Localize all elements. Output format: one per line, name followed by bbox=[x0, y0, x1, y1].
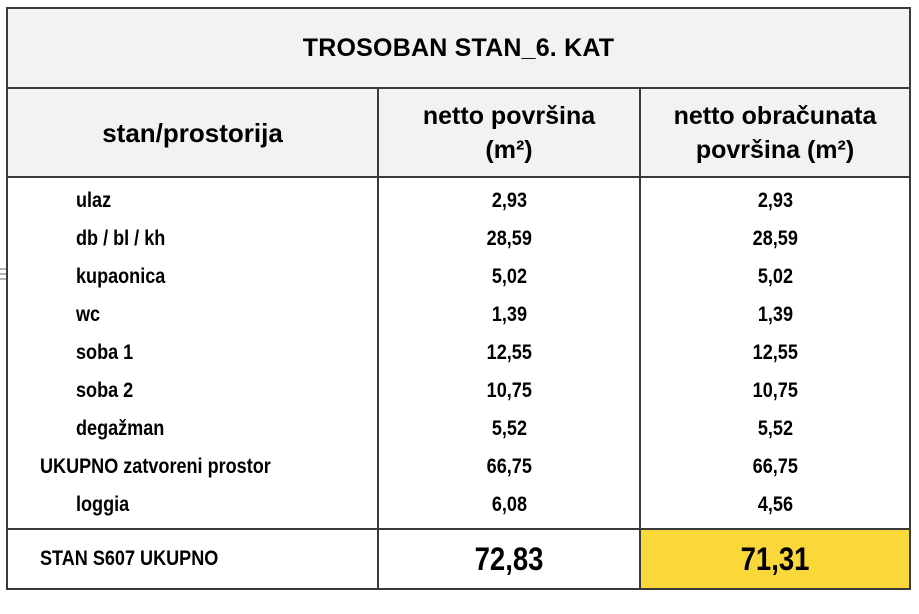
billed-area-text: 5,02 bbox=[757, 265, 793, 288]
table-row bbox=[7, 372, 910, 410]
table-row-subtotal bbox=[7, 448, 910, 486]
net-area-text: 5,52 bbox=[491, 417, 527, 440]
net-area-value bbox=[378, 372, 640, 410]
table-row bbox=[7, 177, 910, 220]
room-name-text: kupaonica bbox=[76, 265, 166, 288]
title-row bbox=[7, 8, 910, 88]
billed-area-text: 2,93 bbox=[757, 189, 793, 212]
room-name-text: soba 2 bbox=[76, 379, 134, 402]
billed-area-text: 66,75 bbox=[752, 455, 798, 478]
billed-area-value bbox=[640, 372, 910, 410]
table-row bbox=[7, 220, 910, 258]
net-area-value bbox=[378, 486, 640, 529]
total-net-area-text: 72,83 bbox=[474, 540, 544, 577]
total-label-text: STAN S607 UKUPNO bbox=[40, 547, 219, 570]
room-name-text: wc bbox=[76, 303, 101, 326]
room-name bbox=[7, 177, 378, 220]
net-area-text: 5,02 bbox=[491, 265, 527, 288]
header-billed-area-line2: površina (m²) bbox=[695, 135, 855, 164]
room-name bbox=[7, 372, 378, 410]
net-area-value bbox=[378, 220, 640, 258]
table-row bbox=[7, 258, 910, 296]
table-row bbox=[7, 486, 910, 529]
room-name bbox=[7, 296, 378, 334]
header-billed-area-line1: netto obračunata bbox=[673, 101, 877, 130]
room-name bbox=[7, 448, 378, 486]
billed-area-value bbox=[640, 448, 910, 486]
room-name-text: soba 1 bbox=[76, 341, 134, 364]
billed-area-value bbox=[640, 220, 910, 258]
header-net-area-line1: netto površina bbox=[422, 101, 596, 130]
billed-area-value bbox=[640, 296, 910, 334]
billed-area-text: 12,55 bbox=[752, 341, 798, 364]
header-billed-area bbox=[640, 88, 910, 177]
net-area-text: 2,93 bbox=[491, 189, 527, 212]
table-row bbox=[7, 410, 910, 448]
net-area-text: 10,75 bbox=[486, 379, 532, 402]
room-name bbox=[7, 334, 378, 372]
room-name-text: ulaz bbox=[76, 189, 112, 212]
total-label bbox=[7, 529, 378, 589]
room-name-text: loggia bbox=[76, 493, 130, 516]
room-name bbox=[7, 258, 378, 296]
header-row bbox=[7, 88, 910, 177]
header-net-area-line2: (m²) bbox=[485, 135, 533, 164]
net-area-value bbox=[378, 334, 640, 372]
table-title: TROSOBAN STAN_6. KAT bbox=[7, 8, 910, 88]
table-row bbox=[7, 296, 910, 334]
billed-area-value bbox=[640, 486, 910, 529]
room-name-text: UKUPNO zatvoreni prostor bbox=[40, 455, 271, 478]
net-area-value bbox=[378, 410, 640, 448]
billed-area-text: 4,56 bbox=[757, 493, 793, 516]
billed-area-text: 10,75 bbox=[752, 379, 798, 402]
area-table bbox=[6, 7, 911, 590]
net-area-text: 6,08 bbox=[491, 493, 527, 516]
total-net-area bbox=[378, 529, 640, 589]
net-area-value bbox=[378, 258, 640, 296]
billed-area-value bbox=[640, 410, 910, 448]
room-name bbox=[7, 410, 378, 448]
table-row bbox=[7, 334, 910, 372]
total-billed-area-text: 71,31 bbox=[740, 540, 810, 577]
net-area-text: 66,75 bbox=[486, 455, 532, 478]
room-name-text: degažman bbox=[76, 417, 165, 440]
header-room: stan/prostorija bbox=[7, 88, 378, 177]
billed-area-text: 1,39 bbox=[757, 303, 793, 326]
table-row-total bbox=[7, 529, 910, 589]
room-name-text: db / bl / kh bbox=[76, 227, 166, 250]
billed-area-value bbox=[640, 258, 910, 296]
billed-area-text: 5,52 bbox=[757, 417, 793, 440]
billed-area-value bbox=[640, 177, 910, 220]
net-area-value bbox=[378, 296, 640, 334]
net-area-value bbox=[378, 177, 640, 220]
total-billed-area bbox=[640, 529, 910, 589]
room-name bbox=[7, 486, 378, 529]
net-area-value bbox=[378, 448, 640, 486]
room-name bbox=[7, 220, 378, 258]
net-area-text: 28,59 bbox=[486, 227, 532, 250]
net-area-text: 12,55 bbox=[486, 341, 532, 364]
billed-area-text: 28,59 bbox=[752, 227, 798, 250]
billed-area-value bbox=[640, 334, 910, 372]
net-area-text: 1,39 bbox=[491, 303, 527, 326]
header-net-area bbox=[378, 88, 640, 177]
